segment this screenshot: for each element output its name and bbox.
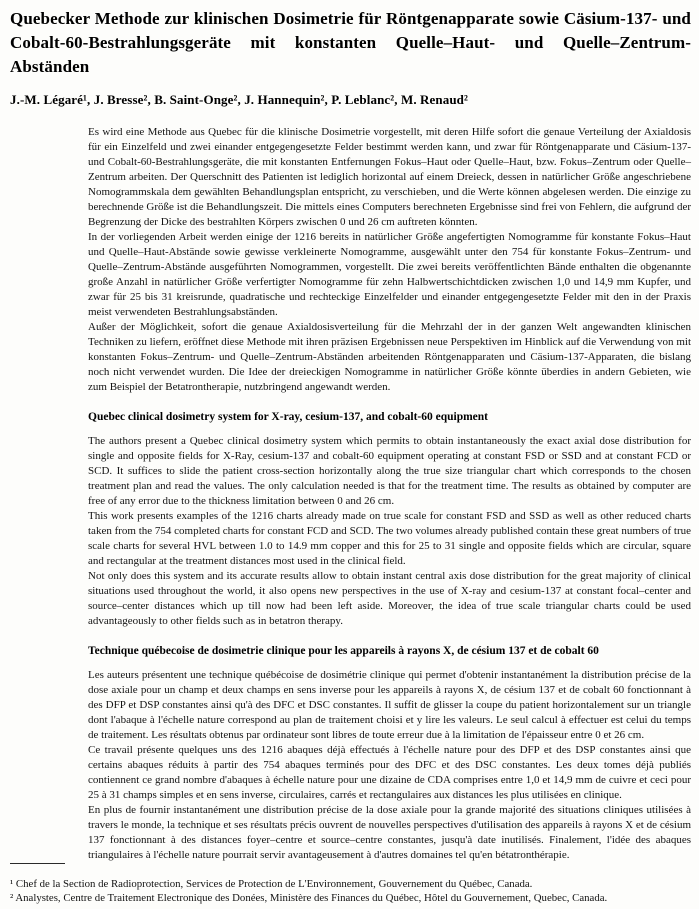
abstract-english-paragraph-2: This work presents examples of the 1216 charts already made on true scale for constant FSD and SSD as well as other reduced charts taken from the 754 completed charts for constant FCD and SCD. The two volumes already published contain these great numbers of true scale charts for several HVL between 1.0 to 14.9 mm copper and this for 25 to 31 single and opposite fields which are circular, square and rectangular at the treatment distances most used in the clinical field. bbox=[88, 510, 691, 567]
abstract-german-paragraph-1: Es wird eine Methode aus Quebec für die klinische Dosimetrie vorgestellt, mit deren Hilfe sofort die genaue Verteilung der Axialdosis für ein Einzelfeld und zwei einander entgegengesetzte Felder bestimmt werden kann, und zwar für Röntgenapparate und Cäsium-137- und Cobalt-60-Bestrahlungsgeräte, die mit konstanten Entfernungen Fokus–Haut oder Quelle–Haut, bzw. Fokus–Zentrum oder Quelle–Zentrum arbeiten. Der Querschnitt des Patienten ist lediglich horizontal auf einem Dreieck, dessen in natürlicher Größe angeschriebene Nomogrammskala dem gewählten Behandlungsplan entspricht, zu verschieben, und die Werte können abgelesen werden. Die einzige zu berechnende Größe ist die Behandlungszeit. Die mittels eines Computers berechneten Ergebnisse sind frei von Fehlern, die aufgrund der Begrenzung der Dicke des bestrahlten Körpers zwischen 0 und 26 cm auftreten könnten. bbox=[88, 126, 691, 228]
abstract-english-paragraph-1: The authors present a Quebec clinical dosimetry system which permits to obtain instantaneously the exact axial dose distribution for single and opposite fields for X-Ray, cesium-137 and cobalt-60 equipment operating at constant FSD or SSD and at constant FCD or SCD. It suffices to slide the patient cross-section horizontally along the true size triangular chart which corresponds to the chosen treatment plan and read the values. The only calculation needed is that for the treatment time. The results as obtained by computer are free of any error due to the thickness limitation between 0 and 26 cm. bbox=[88, 435, 691, 507]
section-heading-english: Quebec clinical dosimetry system for X-ray, cesium-137, and cobalt-60 equipment bbox=[88, 411, 489, 423]
abstract-french-paragraph-2: Ce travail présente quelques uns des 1216 abaques déjà effectués à l'échelle nature pour des DFP et des DSP constantes ainsi que certains abaques réduits à partir des 754 abaques terminés pour des DFC et des DSC constantes. Les deux tomes déjà publiés contiennent ce grand nombre d'abaques à échelle nature pour une dizaine de CDA comprises entre 1,0 et 14,9 mm de cuivre et ceci pour 25 à 31 champs simples et en sens inverse, circulaires, carrés et rectangulaires aux distances les plus utilisées en clinique. bbox=[88, 744, 691, 801]
footnotes bbox=[10, 863, 691, 906]
abstract-german-paragraph-2: In der vorliegenden Arbeit werden einige der 1216 bereits in natürlicher Größe angefertigten Nomogramme für konstante Fokus–Haut und Quelle–Haut-Abstände sowie gewisse verkleinerte Nomogramme, ausgewählt unter den 754 für konstante Fokus–Zentrum- und Quelle–Zentrum-Abstände ausgeführten Nomogrammen, vorgestellt. Die zwei bereits veröffentlichten Bände enthalten die obgenannte große Anzahl in natürlicher Größe verfertigter Nomogramme für zehn Halbwertschichtdicken zwischen 1,0 und 14,9 mm Kupfer, und zwar für 25 bis 31 kreisrunde, quadratische und rechteckige Einzelfelder und einander entgegengesetzte Felder mit den in der Praxis meist verwendeten Bestrahlungsabständen. bbox=[88, 231, 691, 318]
paper-title: Quebecker Methode zur klinischen Dosimetrie für Röntgenapparate sowie Cäsium-137- und Cobalt-60-Bestrahlungsgeräte mit konstanten Quelle–Haut- und Quelle–Zentrum-Abständen bbox=[10, 9, 691, 76]
abstract-body bbox=[88, 125, 691, 863]
footnote-separator bbox=[10, 863, 65, 864]
abstract-english-paragraph-3: Not only does this system and its accurate results allow to obtain instant central axis dose distribution for the great majority of clinical situations used throughout the world, it also opens new perspectives in the use of X-ray and cesium-137 at constant focal–center and source–center distances which up till now had been left aside. Moreover, the idea of true scale triangular charts could be used advantageously to other fields such as in betatron therapy. bbox=[88, 570, 691, 627]
abstract-french-paragraph-3: En plus de fournir instantanément une distribution précise de la dose axiale pour la grande majorité des situations cliniques utilisées à travers le monde, la technique et ses résultats précis ouvrent de nouvelles perspectives d'utilisation des appareils à rayons X et de césium 137 fonctionnant à des distances foyer–centre et source–centre constantes, jusqu'à date inutilisés. Finalement, l'idée des abaques triangulaires à l'échelle nature pourrait servir avantageusement à d'autres domaines tel qu'en bétatronthérapie. bbox=[88, 804, 691, 861]
authors-line: J.-M. Légaré¹, J. Bresse², B. Saint-Onge², J. Hannequin², P. Leblanc², M. Renaud² bbox=[10, 92, 468, 107]
abstract-french-paragraph-1: Les auteurs présentent une technique québécoise de dosimétrie clinique qui permet d'obtenir instantanément la distribution précise de la dose axiale pour un champ et deux champs en sens inverse pour les appareils à rayons X, de césium 137 et de cobalt 60 fonctionnant à des DFP et DSP constantes ainsi qu'à des DFC et DSC constantes. Il suffit de glisser la coupe du patient horizontalement sur un triangle dont l'abaque à l'échelle nature correspond au plan de traitement choisi et y lire les valeurs. Le seul calcul à effectuer est celui du temps de traitement. Les résultats obtenus par ordinateur sont libres de toute erreur due à la limitation de l'épaisseur entre 0 et 26 cm. bbox=[88, 669, 691, 741]
abstract-german-paragraph-3: Außer der Möglichkeit, sofort die genaue Axialdosisverteilung für die Mehrzahl der in der ganzen Welt angewandten klinischen Techniken zu liefern, eröffnet diese Methode mit ihren präzisen Ergebnissen neue Perspektiven im Hinblick auf die Verwendung von mit konstanten Fokus–Zentrum- und Quelle–Zentrum-Abständen arbeitenden Röntgenapparaten und Cäsium-137-Apparaten, die bislang noch nicht verwendet wurden. Die Idee der dreieckigen Nomogramme in natürlicher Größe könnte überdies in andern Gebieten, wie zum Beispiel der Betatrontherapie, nutzbringend angewandt werden. bbox=[88, 321, 691, 393]
section-heading-french: Technique québecoise de dosimetrie clinique pour les appareils à rayons X, de césium 137 et de cobalt 60 bbox=[88, 645, 599, 657]
footnote-2: ² Analystes, Centre de Traitement Electronique des Donées, Ministère des Finances du Québec, Hôtel du Gouvernement, Quebec, Canada. bbox=[10, 892, 608, 905]
footnote-1: ¹ Chef de la Section de Radioprotection, Services de Protection de L'Environnement, Gouvernement du Québec, Canada. bbox=[10, 877, 533, 890]
